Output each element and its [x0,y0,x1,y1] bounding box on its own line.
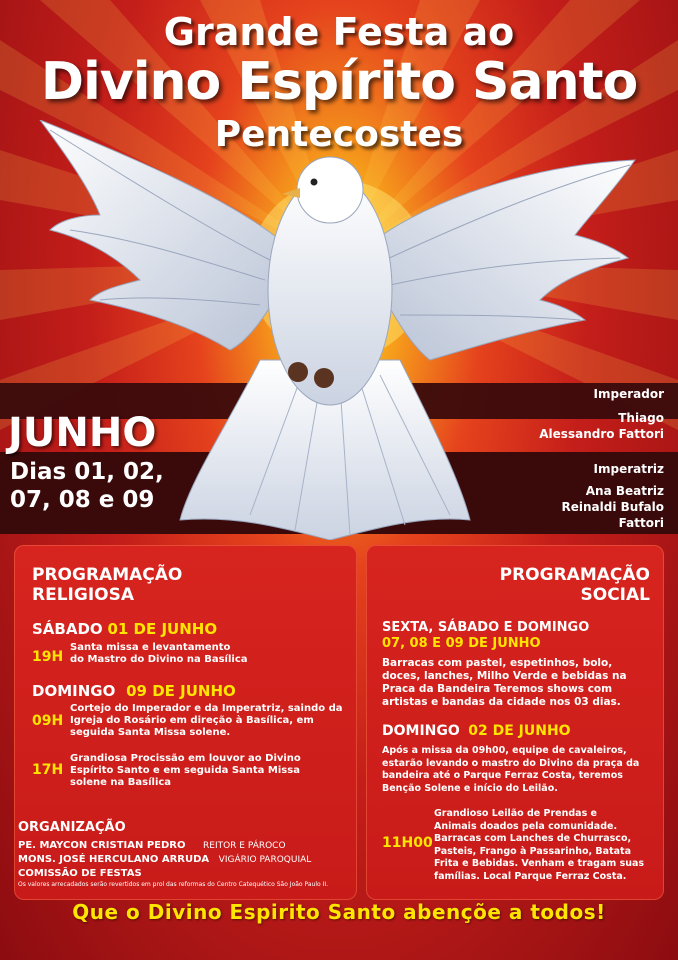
religiosa-e2-line2: Igreja do Rosário em direção à Basílica, em [70,715,314,726]
religiosa-title [32,565,182,605]
social-title1: PROGRAMAÇÃO [499,565,650,585]
days-line1: Dias 01, 02, [10,459,164,485]
religiosa-e1-line2: do Mastro do Divino na Basílica [70,654,248,665]
social-e-line4: Pasteis, Frango à Passarinho, Batata [434,845,631,857]
religiosa-e1-time: 19H [32,649,64,665]
social-day2-line2: estarão levando o mastro do Divino da praça da [382,757,640,769]
religiosa-e2-text [70,703,343,739]
days-label [10,458,164,514]
religiosa-day1-date: 01 DE JUNHO [107,620,218,638]
imperatriz-names [562,483,665,531]
religiosa-title2: RELIGIOSA [32,585,134,605]
social-day2-date: 02 DE JUNHO [468,723,571,739]
organizacao-p1-name: PE. MAYCON CRISTIAN PEDRO [18,840,186,851]
social-e-line3: Barracas com Lanches de Churrasco, [434,833,632,844]
organizacao-list [18,839,311,880]
organizacao-p3: COMISSÃO DE FESTAS [18,868,142,879]
religiosa-panel [14,545,357,900]
social-day1-line1: Barracas com pastel, espetinhos, bolo, [382,657,613,669]
religiosa-e1-text [70,642,248,666]
social-e-time: 11H00 [382,835,433,851]
religiosa-day2-date: 09 DE JUNHO [126,682,236,700]
footer-blessing: Que o Divino Espirito Santo abençõe a todos! [72,900,606,924]
organizacao-p2 [18,853,311,867]
social-day2-text [382,745,639,795]
title-line3: Pentecostes [214,114,464,155]
religiosa-e2-line3: seguida Santa Missa solene. [70,727,231,738]
days-line2: 07, 08 e 09 [10,487,155,513]
social-e-line1: Grandioso Leilão de Prendas e [434,808,598,819]
organizacao-title: ORGANIZAÇÃO [18,820,126,835]
social-e-line6: famílias. Local Parque Ferraz Costa. [434,870,627,882]
religiosa-e3-line2: Espírito Santo e em seguida Santa Missa [70,765,300,776]
imperatriz-name1: Ana Beatriz [585,484,664,498]
imperador-title: Imperador [593,387,664,401]
organizacao-p1-role: REITOR E PÁROCO [203,841,286,851]
imperador-name2: Alessandro Fattori [539,427,664,441]
religiosa-e3-line3: solene na Basílica [70,777,172,788]
religiosa-e3-time: 17H [32,762,64,778]
social-day1-line2: doces, lanches, Milho Verde e bebidas na [382,670,627,682]
organizacao-p1 [18,839,311,853]
social-day2-line1: Após a missa da 09h00, equipe de cavaleiros, [382,745,627,756]
social-day1 [382,620,589,652]
social-panel [366,545,664,900]
imperador-names [539,410,664,442]
social-day1-text [382,657,627,709]
social-day2 [382,722,571,740]
social-title [500,565,650,605]
social-day1-line4: artistas e bandas da cidade nos 03 dias. [382,696,621,708]
month-label: JUNHO [8,410,157,456]
social-day2-line3: bandeira até o Parque Ferraz Costa, teremos [382,770,623,781]
religiosa-day2 [32,682,236,700]
social-day1-line3: Praca da Bandeira Teremos shows com [382,683,613,695]
social-e-line2: Animais doados pela comunidade. [434,820,618,832]
religiosa-e2-time: 09H [32,713,64,729]
social-e-line5: Frita e Bebidas. Venham e tragam suas [434,858,645,869]
religiosa-e3-text [70,753,301,789]
social-day1-name: SEXTA, SÁBADO E DOMINGO [382,620,590,635]
religiosa-e1-line1: Santa missa e levantamento [70,642,231,653]
organizacao-note: Os valores arrecadados serão revertidos em prol das reformas do Centro Catequético São João Paulo II. [18,881,329,888]
religiosa-title1: PROGRAMAÇÃO [32,565,183,585]
social-e-text [434,808,644,883]
social-day2-line4: Benção Solene e início do Leilão. [382,782,558,794]
title-line1: Grande Festa ao [163,10,515,54]
title-line2: Divino Espírito Santo [40,52,638,112]
social-title2: SOCIAL [580,585,650,605]
religiosa-day1 [32,620,217,638]
religiosa-day2-name: DOMINGO [32,682,116,700]
social-day1-date: 07, 08 E 09 DE JUNHO [382,636,541,651]
religiosa-day1-name: SÁBADO [32,620,103,638]
religiosa-e3-line1: Grandiosa Procissão em louvor ao Divino [70,753,301,764]
imperatriz-name3: Fattori [618,516,664,530]
organizacao-p2-role: VIGÁRIO PAROQUIAL [218,855,312,865]
social-day2-name: DOMINGO [382,723,460,739]
imperador-name1: Thiago [618,411,664,425]
organizacao-p2-name: MONS. JOSÉ HERCULANO ARRUDA [18,854,210,865]
imperatriz-title: Imperatriz [593,462,664,476]
religiosa-e2-line1: Cortejo do Imperador e da Imperatriz, saindo da [70,703,343,714]
imperatriz-name2: Reinaldi Bufalo [561,500,664,514]
